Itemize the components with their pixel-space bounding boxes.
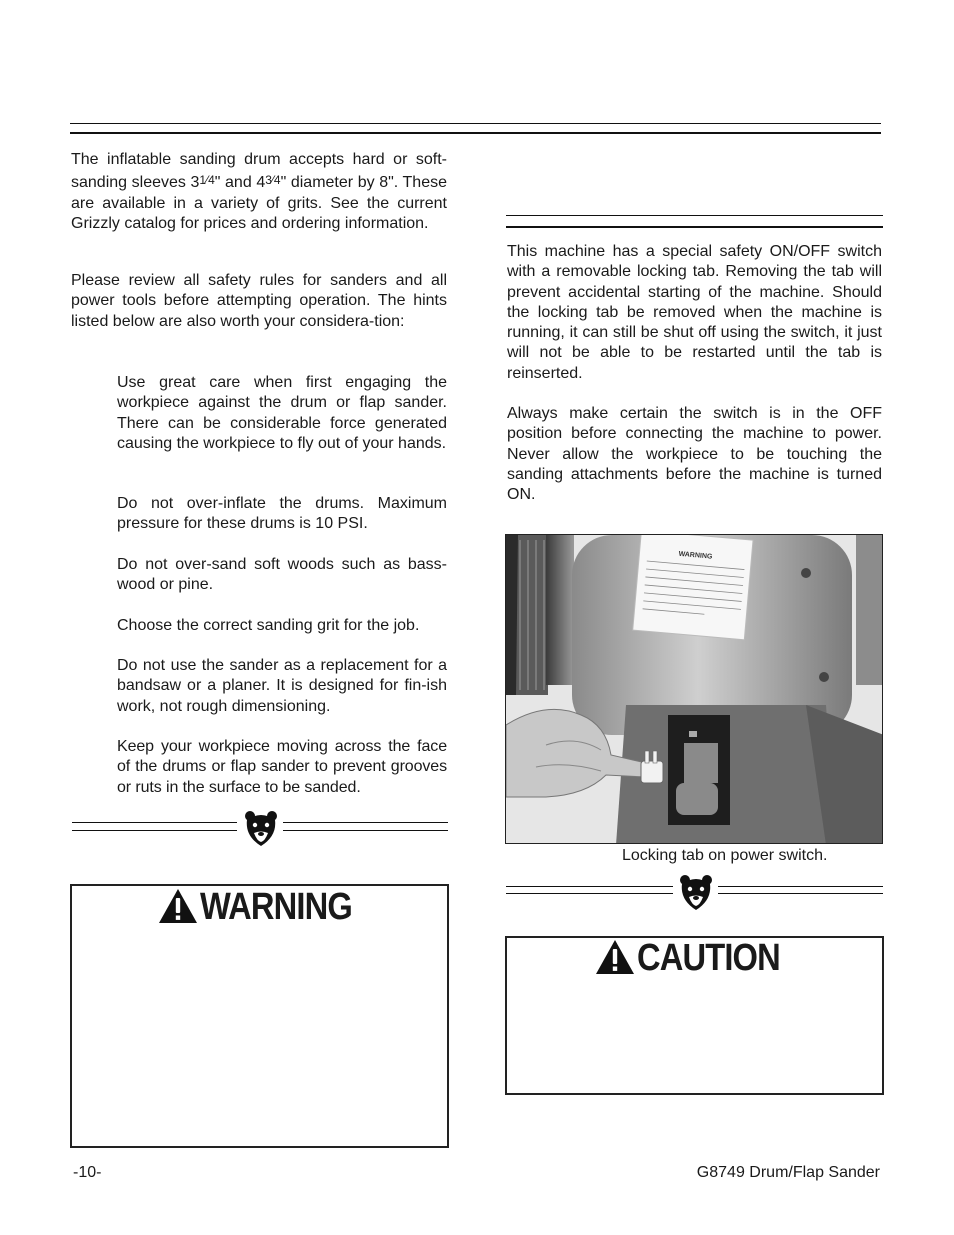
bear-logo-icon [676, 872, 716, 912]
top-rule [70, 123, 881, 124]
caution-label: CAUTION [637, 937, 780, 979]
document-title: G8749 Drum/Flap Sander [696, 1164, 880, 1181]
warning-header [158, 888, 377, 926]
tip-item: Do not over-sand soft woods such as bass-wood or pine. [117, 556, 447, 594]
bear-logo-icon [241, 808, 281, 848]
intro-paragraph: The inflatable sanding drum accepts hard or soft-sanding sleeves 31⁄4" and 43⁄4" diameter by 8". These are available in a variety of grits. See the current Grizzly catalog for prices and ordering information. [71, 151, 447, 232]
right-rule [506, 226, 883, 228]
tip-item: Use great care when first engaging the workpiece against the drum or flap sander. There can be considerable force generated causing the workpiece to fly out of your hands. [117, 374, 447, 452]
off-paragraph: Always make certain the switch is in the OFF position before connecting the machine to power. Never allow the workpiece to be touching the sanding attachments before the machine is turned ON. [507, 405, 882, 504]
warning-triangle-icon [595, 939, 635, 975]
tip-item: Choose the correct sanding grit for the job. [117, 617, 420, 634]
switch-photo [505, 534, 883, 844]
photo-caption: Locking tab on power switch. [622, 847, 828, 864]
tip-item: Keep your workpiece moving across the face of the drums or flap sander to prevent grooves or ruts in the surface to be sanded. [117, 738, 447, 796]
top-rule-bold [70, 132, 881, 134]
page-number: -10- [73, 1164, 102, 1181]
tip-item: Do not over-inflate the drums. Maximum pressure for these drums is 10 PSI. [117, 495, 447, 533]
tip-item: Do not use the sander as a replacement for a bandsaw or a planer. It is designed for fin-ish work, not rough dimensioning. [117, 657, 447, 715]
review-paragraph: Please review all safety rules for sanders and all power tools before attempting operation. The hints listed below are also worth your considera-tion: [71, 272, 447, 330]
warning-triangle-icon [158, 888, 198, 924]
section-divider [72, 810, 448, 850]
warning-label: WARNING [200, 886, 352, 928]
caution-header [595, 939, 803, 977]
section-divider [506, 872, 883, 912]
switch-paragraph: This machine has a special safety ON/OFF switch with a removable locking tab. Removing the tab will prevent accidental starting of the machine. Should the locking tab be removed when the machine is running, it can still be shut off using the switch, it just will not be able to be restarted until the tab is reinserted. [507, 243, 882, 382]
right-rule [506, 215, 883, 216]
photo-label-title: WARNING [678, 550, 713, 561]
